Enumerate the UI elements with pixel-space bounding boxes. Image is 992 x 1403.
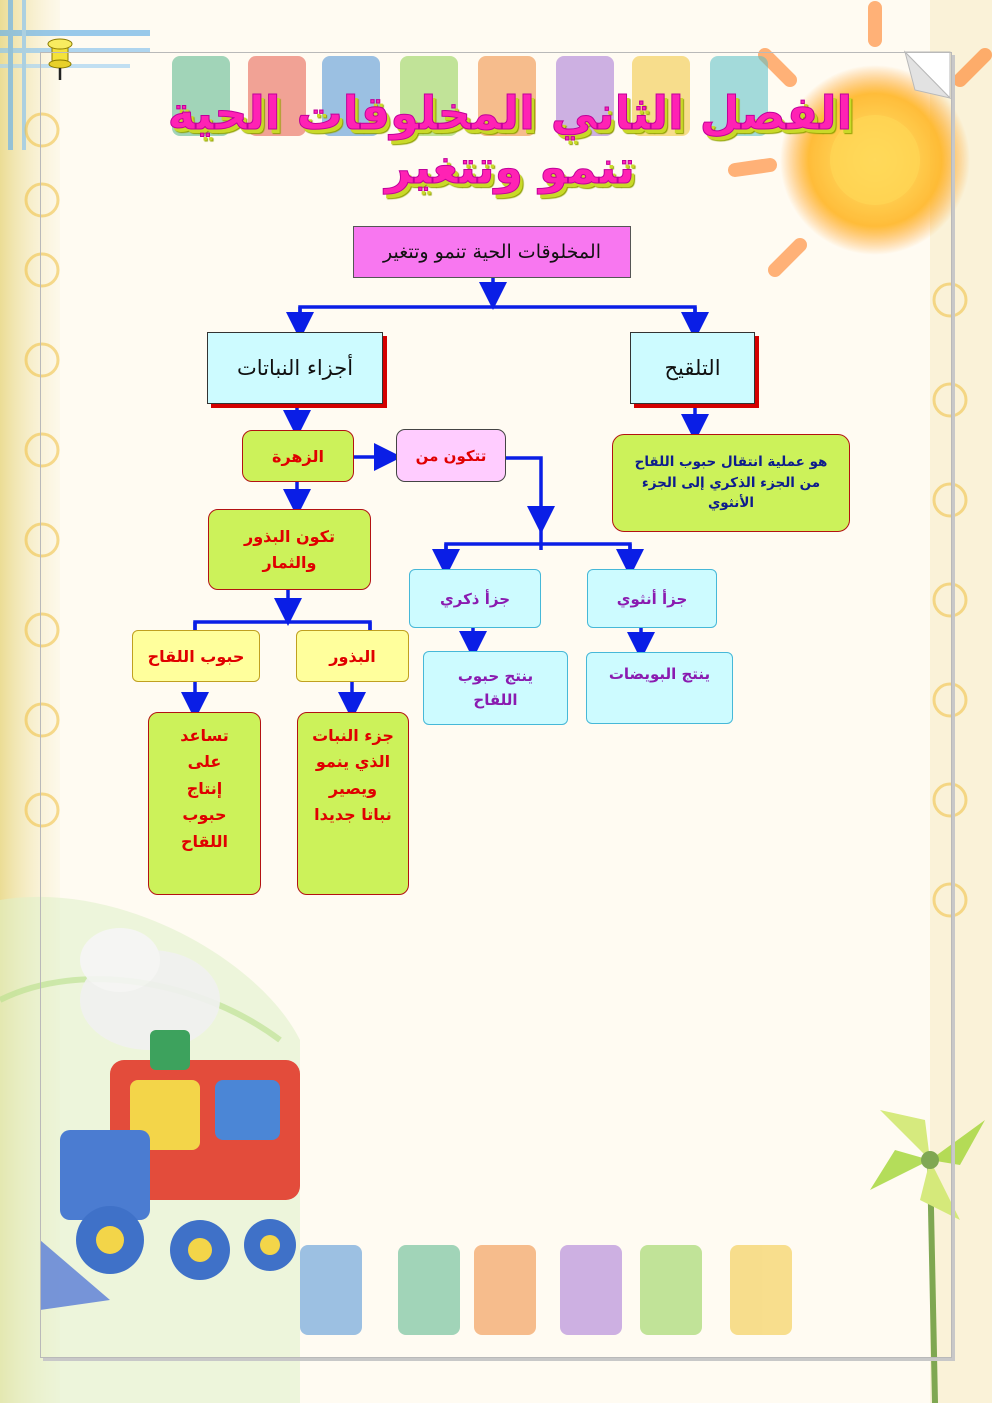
flower-node: الزهرة <box>242 430 354 482</box>
female-part-node: جزأ أنثوي <box>587 569 717 628</box>
seeds-node: البذور <box>296 630 409 682</box>
male-part-node: جزأ ذكري <box>409 569 541 628</box>
pollen-node: حبوب اللقاح <box>132 630 260 682</box>
female-produces-node: ينتج البويضات <box>586 652 733 724</box>
pollination-definition-node: هو عملية انتقال حبوب اللقاح من الجزء الذكري إلى الجزء الأنثوي <box>612 434 850 532</box>
pollination-node: التلقيح <box>630 332 755 404</box>
male-produces-node: ينتج حبوب اللقاح <box>423 651 568 725</box>
root-node: المخلوقات الحية تنمو وتتغير <box>353 226 631 278</box>
seeds-function-node: جزء النبات الذي ينمو ويصير نباتا جديدا <box>297 712 409 895</box>
seeds-fruits-node: تكون البذور والثمار <box>208 509 371 590</box>
page-title: الفصل الثاني المخلوقات الحية تنمو وتتغير <box>167 86 853 194</box>
pollen-function-node: تساعد على إنتاج حبوب اللقاح <box>148 712 261 895</box>
plant-parts-node: أجزاء النباتات <box>207 332 383 404</box>
consists-of-node: تتكون من <box>396 429 506 482</box>
